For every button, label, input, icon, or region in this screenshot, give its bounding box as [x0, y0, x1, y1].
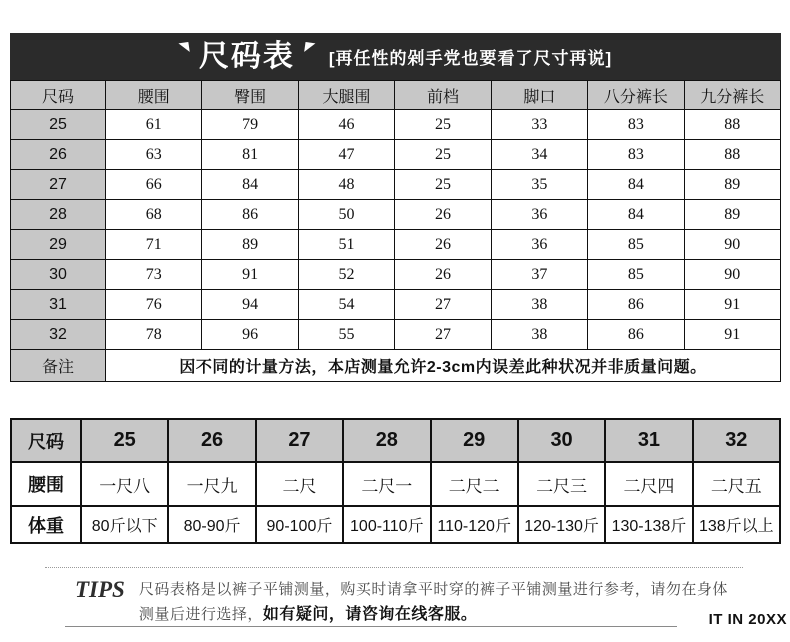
- title-quote-left-icon: ◥: [177, 38, 190, 55]
- size-table-body: [11, 110, 781, 350]
- size-cell: 89: [202, 230, 298, 260]
- size-cell: 88: [684, 140, 780, 170]
- size-table-header-row: [11, 81, 781, 110]
- title-quote-right-icon: ◤: [303, 38, 316, 55]
- tips-label: TIPS: [75, 577, 125, 602]
- size-cell: 86: [202, 200, 298, 230]
- size-cell: 25: [395, 170, 491, 200]
- conversion-header-label: 尺码: [11, 419, 81, 462]
- tips-section: [45, 567, 743, 627]
- conversion-cell: 一尺八: [81, 462, 168, 506]
- conversion-cell: 80-90斤: [168, 506, 255, 543]
- size-cell: 36: [491, 200, 587, 230]
- conversion-cell: 120-130斤: [518, 506, 605, 543]
- size-table-row: [11, 200, 781, 230]
- size-table-row: [11, 170, 781, 200]
- note-text: 因不同的计量方法，本店测量允许2-3cm内误差此种状况并非质量问题。: [106, 350, 781, 382]
- tips-text-regular: 尺码表格是以裤子平铺测量，购买时请拿平时穿的裤子平铺测量进行参考，请勿在身体测量后进行选择，: [138, 581, 728, 623]
- conversion-cell: 130-138斤: [605, 506, 692, 543]
- size-cell: 86: [588, 320, 684, 350]
- size-cell: 84: [588, 200, 684, 230]
- size-cell: 48: [298, 170, 394, 200]
- size-cell: 89: [684, 200, 780, 230]
- conversion-table: [10, 418, 781, 544]
- size-cell: 81: [202, 140, 298, 170]
- size-cell: 46: [298, 110, 394, 140]
- size-cell: 55: [298, 320, 394, 350]
- size-cell: 89: [684, 170, 780, 200]
- size-cell: 84: [588, 170, 684, 200]
- size-table-row: [11, 140, 781, 170]
- size-cell: 66: [106, 170, 202, 200]
- size-cell: 26: [395, 200, 491, 230]
- size-row-label: 26: [11, 140, 106, 170]
- size-column-header: 前档: [395, 81, 491, 110]
- size-cell: 36: [491, 230, 587, 260]
- conversion-cell: 100-110斤: [343, 506, 430, 543]
- conversion-cell: 二尺五: [693, 462, 780, 506]
- conversion-header-value: 27: [256, 419, 343, 462]
- size-column-header: 大腿围: [298, 81, 394, 110]
- conversion-cell: 138斤以上: [693, 506, 780, 543]
- size-table-row: [11, 230, 781, 260]
- conversion-header-value: 31: [605, 419, 692, 462]
- size-cell: 54: [298, 290, 394, 320]
- footer-divider: [65, 626, 677, 627]
- size-cell: 71: [106, 230, 202, 260]
- size-cell: 47: [298, 140, 394, 170]
- size-cell: 86: [588, 290, 684, 320]
- size-cell: 79: [202, 110, 298, 140]
- note-label: 备注: [11, 350, 106, 382]
- size-cell: 68: [106, 200, 202, 230]
- size-cell: 85: [588, 260, 684, 290]
- size-row-label: 31: [11, 290, 106, 320]
- page-title: 尺码表: [198, 40, 295, 73]
- size-column-header: 八分裤长: [588, 81, 684, 110]
- size-cell: 91: [202, 260, 298, 290]
- size-cell: 90: [684, 230, 780, 260]
- conversion-row: [11, 462, 780, 506]
- conversion-header-row: [11, 419, 780, 462]
- size-column-header: 腰围: [106, 81, 202, 110]
- brand-text: IT IN 20XX: [708, 611, 787, 628]
- size-cell: 34: [491, 140, 587, 170]
- size-column-header: 九分裤长: [684, 81, 780, 110]
- size-table: [10, 80, 781, 382]
- size-cell: 33: [491, 110, 587, 140]
- size-row-label: 30: [11, 260, 106, 290]
- size-row-label: 28: [11, 200, 106, 230]
- size-cell: 38: [491, 320, 587, 350]
- conversion-header-value: 30: [518, 419, 605, 462]
- size-cell: 52: [298, 260, 394, 290]
- conversion-table-body: [11, 419, 780, 543]
- size-cell: 63: [106, 140, 202, 170]
- size-cell: 78: [106, 320, 202, 350]
- conversion-cell: 二尺三: [518, 462, 605, 506]
- size-column-header: 脚口: [491, 81, 587, 110]
- conversion-cell: 110-120斤: [431, 506, 518, 543]
- size-cell: 37: [491, 260, 587, 290]
- conversion-cell: 一尺九: [168, 462, 255, 506]
- conversion-header-value: 29: [431, 419, 518, 462]
- size-cell: 61: [106, 110, 202, 140]
- size-cell: 51: [298, 230, 394, 260]
- size-cell: 83: [588, 110, 684, 140]
- size-cell: 27: [395, 320, 491, 350]
- size-cell: 96: [202, 320, 298, 350]
- conversion-header-value: 32: [693, 419, 780, 462]
- title-band: [10, 33, 781, 80]
- note-row: [11, 350, 781, 382]
- conversion-cell: 二尺: [256, 462, 343, 506]
- page-subtitle: [再任性的剁手党也要看了尺寸再说]: [328, 49, 613, 68]
- conversion-header-value: 25: [81, 419, 168, 462]
- size-cell: 85: [588, 230, 684, 260]
- conversion-cell: 二尺四: [605, 462, 692, 506]
- size-row-label: 25: [11, 110, 106, 140]
- size-cell: 26: [395, 260, 491, 290]
- size-row-label: 29: [11, 230, 106, 260]
- size-cell: 91: [684, 290, 780, 320]
- size-cell: 27: [395, 290, 491, 320]
- size-cell: 76: [106, 290, 202, 320]
- size-row-label: 27: [11, 170, 106, 200]
- size-cell: 35: [491, 170, 587, 200]
- size-cell: 83: [588, 140, 684, 170]
- size-cell: 50: [298, 200, 394, 230]
- size-cell: 26: [395, 230, 491, 260]
- size-table-row: [11, 110, 781, 140]
- size-cell: 25: [395, 140, 491, 170]
- size-cell: 25: [395, 110, 491, 140]
- conversion-cell: 80斤以下: [81, 506, 168, 543]
- tips-text: [139, 577, 743, 627]
- size-cell: 84: [202, 170, 298, 200]
- size-cell: 38: [491, 290, 587, 320]
- conversion-row-label: 体重: [11, 506, 81, 543]
- size-cell: 90: [684, 260, 780, 290]
- size-cell: 94: [202, 290, 298, 320]
- size-cell: 91: [684, 320, 780, 350]
- size-row-label: 32: [11, 320, 106, 350]
- conversion-row: [11, 506, 780, 543]
- conversion-header-value: 28: [343, 419, 430, 462]
- conversion-cell: 二尺二: [431, 462, 518, 506]
- size-cell: 88: [684, 110, 780, 140]
- tips-text-bold: 如有疑问，请咨询在线客服。: [262, 606, 478, 623]
- size-column-header: 尺码: [11, 81, 106, 110]
- size-column-header: 臀围: [202, 81, 298, 110]
- conversion-row-label: 腰围: [11, 462, 81, 506]
- size-table-row: [11, 260, 781, 290]
- conversion-header-value: 26: [168, 419, 255, 462]
- conversion-cell: 二尺一: [343, 462, 430, 506]
- size-cell: 73: [106, 260, 202, 290]
- size-table-row: [11, 320, 781, 350]
- size-table-row: [11, 290, 781, 320]
- conversion-cell: 90-100斤: [256, 506, 343, 543]
